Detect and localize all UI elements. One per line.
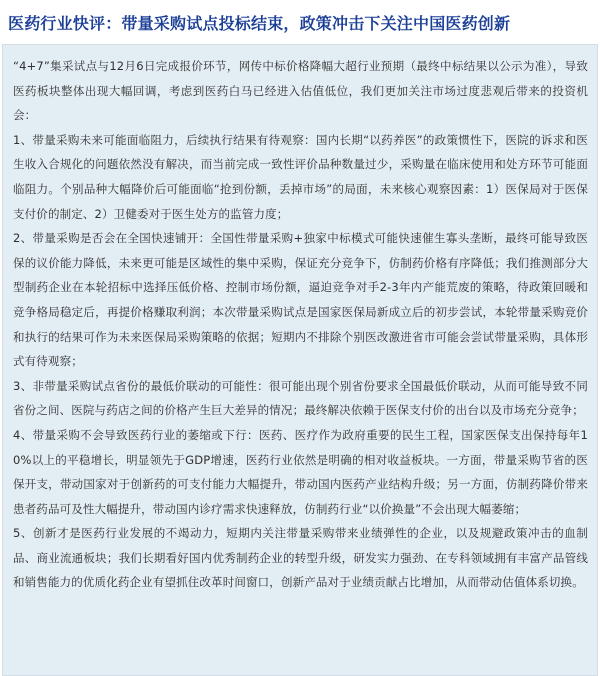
point-1-paragraph: 1、带量采购未来可能面临阻力，后续执行结果有待观察：国内长期“以药养医”的政策惯性下，医院的诉求和医生收入合规化的问题依然没有解决，而当前完成一致性评价品种数量过少，采购量在临床使用和处方环节可能面临阻力。个别品种大幅降价后可能面临“抢到份额，丢掉市场”的局面，未来核心观察因素：1）医保局对于医保支付价的制定、2）卫健委对于医生处方的监管力度； <box>13 132 588 221</box>
intro-paragraph: “4+7”集采试点与12月6日完成报价环节，网传中标价格降幅大超行业预期（最终中标结果以公示为准），导致医药板块整体出现大幅回调，考虑到医药白马已经进入估值低位，我们更加关注市场过度悲观后带来的投资机会： <box>13 59 588 123</box>
point-5-paragraph: 5、创新才是医药行业发展的不竭动力，短期内关注带量采购带来业绩弹性的企业，以及规避政策冲击的血制品、商业流通板块；我们长期看好国内优秀制药企业的转型升级，研发实力强劲、在专科领域拥有丰富产品管线和销售能力的优质化药企业有望抓住改革时间窗口，创新产品对于业绩贡献占比增加，从而带动估值体系切换。 <box>13 526 588 590</box>
summary-box <box>2 44 598 676</box>
point-3-paragraph: 3、非带量采购试点省份的最低价联动的可能性：很可能出现个别省份要求全国最低价联动，从而可能导致不同省份之间、医院与药店之间的价格产生巨大差异的情况；最终解决依赖于医保支付价的出台以及市场充分竞争； <box>13 378 588 418</box>
point-2-paragraph: 2、带量采购是否会在全国快速铺开：全国性带量采购+独家中标模式可能快速催生寡头垄断，最终可能导致医保的议价能力降低，未来更可能是区域性的集中采购，保证充分竞争下，仿制药价格有序降低；我们推测部分大型制药企业在本轮招标中选择压低价格、控制市场份额，逼迫竞争对手2-3年内产能荒废的策略，待政策回暖和竞争格局稳定后，再提价格赚取利润；本次带量采购试点是国家医保局新成立后的初步尝试，本轮带量采购竞价和执行的结果可作为未来医保局采购策略的依据；短期内不排除个别医改激进省市可能会尝试带量采购，具体形式有待观察； <box>13 231 588 369</box>
article-title: 医药行业快评：带量采购试点投标结束，政策冲击下关注中国医药创新 <box>8 13 511 33</box>
point-4-paragraph: 4、带量采购不会导致医药行业的萎缩或下行：医药、医疗作为政府重要的民生工程，国家医保支出保持每年10%以上的平稳增长，明显领先于GDP增速，医药行业依然是明确的相对收益板块。一方面，带量采购节省的医保开支，带动国家对于创新药的可支付能力大幅提升，带动国内医药产业结构升级；另一方面，仿制药降价带来患者药品可及性大幅提升，带动国内诊疗需求快速释放，仿制药行业“以价换量”不会出现大幅萎缩； <box>13 427 588 516</box>
